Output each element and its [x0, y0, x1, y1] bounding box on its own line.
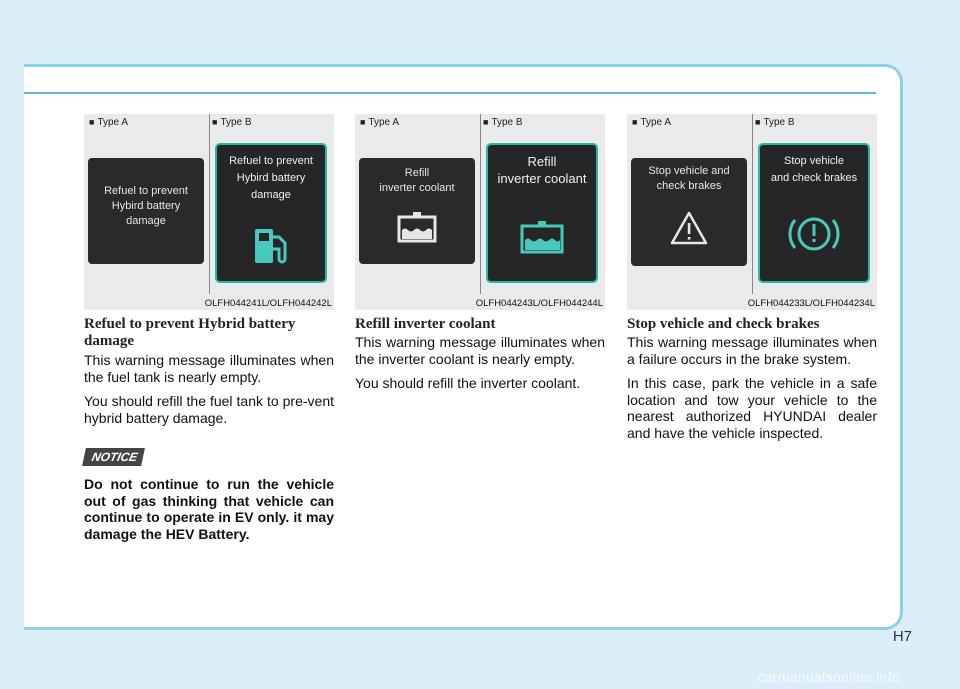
paragraph: You should refill the fuel tank to pre-vent hybrid battery damage.: [84, 393, 334, 426]
coolant-reservoir-icon: [359, 210, 475, 249]
paragraph: You should refill the inverter coolant.: [355, 375, 581, 391]
paragraph: This warning message illuminates when a failure occurs in the brake system.: [627, 334, 877, 367]
cluster-display-type-a: [631, 158, 747, 266]
figure-divider: [480, 114, 481, 294]
display-line: check brakes: [656, 180, 722, 192]
cluster-display-type-b: [758, 143, 870, 283]
notice-text: Do not continue to run the vehicle out of gas thinking that vehicle can continue to operate in EV only. it may damage the HEV Battery.: [84, 476, 334, 542]
display-line: damage: [126, 215, 166, 227]
figure-divider: [752, 114, 753, 294]
header-rule: [24, 92, 876, 94]
fuel-pump-icon: [217, 223, 325, 273]
figure-code: OLFH044241L/OLFH044242L: [204, 298, 332, 309]
type-b-label: ■ Type B: [483, 117, 523, 128]
paragraph: This warning message illuminates when the inverter coolant is nearly empty.: [355, 334, 605, 367]
paragraph: This warning message illuminates when the fuel tank is nearly empty.: [84, 352, 334, 385]
section-refuel: [84, 114, 334, 542]
section-body: [627, 334, 877, 449]
type-a-label: ■ Type A: [89, 117, 129, 128]
cluster-display-type-b: [486, 143, 598, 283]
page-number: H7: [892, 628, 912, 645]
display-line: Stop vehicle: [784, 155, 844, 167]
section-title: Refuel to prevent Hybrid battery damage: [84, 316, 296, 349]
display-line: inverter coolant: [497, 171, 587, 186]
display-line: damage: [251, 189, 291, 201]
display-line: Refuel to prevent: [104, 185, 188, 197]
display-line: Refill: [404, 167, 430, 179]
cluster-display-type-a: [88, 158, 204, 264]
warning-triangle-icon: [631, 210, 747, 251]
coolant-reservoir-icon: [488, 219, 596, 261]
display-line: Hybird battery: [111, 200, 181, 212]
section-body: [355, 334, 605, 400]
display-line: Stop vehicle and: [648, 165, 730, 177]
notice-badge: NOTICE: [82, 448, 145, 466]
display-line: Hybird battery: [236, 172, 306, 184]
display-line: Refill: [527, 154, 557, 169]
cluster-display-type-b: [215, 143, 327, 283]
figure-stop-vehicle: [627, 114, 877, 310]
type-a-label: ■ Type A: [632, 117, 672, 128]
section-title: Stop vehicle and check brakes: [627, 316, 820, 332]
section-body: [84, 352, 334, 542]
figure-code: OLFH044233L/OLFH044234L: [747, 298, 875, 309]
figure-inverter-coolant: [355, 114, 605, 310]
cluster-display-type-a: [359, 158, 475, 264]
type-b-label: ■ Type B: [755, 117, 795, 128]
section-inverter-coolant: [355, 114, 605, 391]
paragraph: In this case, park the vehicle in a safe location and tow your vehicle to the nearest authorized HYUNDAI dealer and have the vehicle inspected.: [627, 375, 877, 441]
figure-code: OLFH044243L/OLFH044244L: [475, 298, 603, 309]
watermark: carmanualsonline.info: [757, 669, 900, 685]
display-line: and check brakes: [770, 172, 858, 184]
section-title: Refill inverter coolant: [355, 316, 496, 332]
display-line: inverter coolant: [379, 182, 455, 194]
section-stop-vehicle: [627, 114, 877, 441]
type-b-label: ■ Type B: [212, 117, 252, 128]
figure-divider: [209, 114, 210, 294]
display-line: Refuel to prevent: [229, 155, 313, 167]
type-a-label: ■ Type A: [360, 117, 400, 128]
figure-refuel: [84, 114, 334, 310]
brake-warning-icon: [760, 211, 868, 263]
